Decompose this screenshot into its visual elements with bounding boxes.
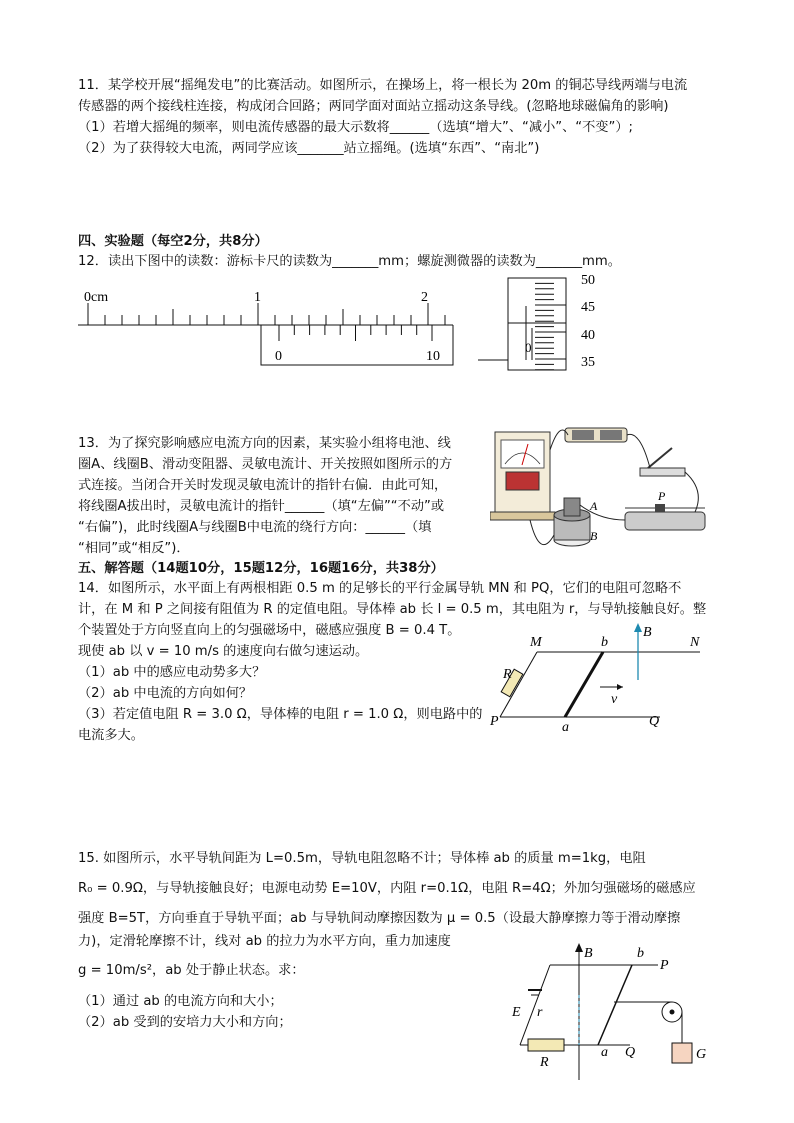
caliper-label-2: 2 <box>421 290 428 305</box>
q15-label-G: G <box>696 1047 707 1062</box>
q14-label-b: b <box>601 635 608 650</box>
q15-line-5: g = 10m/s²，ab 处于静止状态。求： <box>78 963 305 978</box>
micrometer-sleeve-0: 0 <box>525 340 532 355</box>
q14-line-1: 14．如图所示，水平面上有两根相距 0.5 m 的足够长的平行金属导轨 MN 和 PQ，它们的电阻可忽略不 <box>78 581 682 596</box>
q11-line-2: 传感器的两个接线柱连接，构成闭合回路；两同学面对面站立摇动这条导线。(忽略地球磁偏角的影响) <box>78 99 669 114</box>
q14-line-7: （3）若定值电阻 R = 3.0 Ω，导体棒的电阻 r = 1.0 Ω，则电路中的 <box>78 707 483 722</box>
q15-line-6: （1）通过 ab 的电流方向和大小； <box>78 994 283 1009</box>
q15-label-R: R <box>540 1055 549 1070</box>
q14-label-v: v <box>611 692 618 707</box>
caliper-vernier-scale <box>279 325 432 341</box>
q15-line-1: 15. 如图所示，水平导轨间距为 L=0.5m，导轨电阻忽略不计；导体棒 ab 的质量 m=1kg，电阻 <box>78 851 646 866</box>
q14-line-5: （1）ab 中的感应电动势多大？ <box>78 665 266 680</box>
q14-rail-figure <box>485 620 715 735</box>
q13-line-5: “右偏”)，此时线圈A与线圈B中电流的绕行方向：______（填 <box>78 520 432 535</box>
q15-label-a: a <box>601 1045 608 1060</box>
coil-b-label: B <box>590 529 598 543</box>
q15-label-B: B <box>584 946 593 961</box>
caliper-label-1: 1 <box>254 290 261 305</box>
coil-a-label: A <box>590 499 598 513</box>
q14-line-6: （2）ab 中电流的方向如何？ <box>78 686 253 701</box>
q14-label-a: a <box>562 720 569 735</box>
q14-label-p: P <box>490 714 499 729</box>
q14-line-2: 计，在 M 和 P 之间接有阻值为 R 的定值电阻。导体棒 ab 长 l = 0.5 m，其电阻为 r，与导轨接触良好。整 <box>78 602 707 617</box>
q15-line-7: （2）ab 受到的安培力大小和方向； <box>78 1015 292 1030</box>
q12-text: 12．读出下图中的读数：游标卡尺的读数为_______mm；螺旋测微器的读数为_______mm。 <box>78 254 621 269</box>
q14-label-n: N <box>690 635 700 650</box>
q13-line-6: “相同”或“相反”)． <box>78 541 190 556</box>
q13-line-2: 圈A、线圈B、滑动变阻器、灵敏电流计、开关按照如图所示的方 <box>78 457 453 472</box>
q15-label-E: E <box>512 1005 521 1020</box>
caliper-main-scale <box>88 303 445 325</box>
q15-label-Q: Q <box>625 1045 636 1060</box>
vernier-label-10: 10 <box>426 349 440 364</box>
q11-line-1: 11．某学校开展“摇绳发电”的比赛活动。如图所示，在操场上，将一根长为 20m 的铜芯导线两端与电流 <box>78 78 688 93</box>
section-4-heading: 四、实验题（每空2分，共8分） <box>78 234 268 249</box>
q13-line-3: 式连接。当闭合开关时发现灵敏电流计的指针右偏．由此可知， <box>78 478 448 493</box>
micrometer-label-40: 40 <box>581 328 595 343</box>
section-5-heading: 五、解答题（14题10分，15题12分，16题16分，共38分） <box>78 561 444 576</box>
q15-rail-figure <box>500 940 730 1085</box>
micrometer-label-50: 50 <box>581 273 595 288</box>
q11-line-3: （1）若增大摇绳的频率，则电流传感器的最大示数将______（选填“增大”、“减小”、“不变”）; <box>78 120 633 135</box>
q13-line-1: 13．为了探究影响感应电流方向的因素，某实验小组将电池、线 <box>78 436 451 451</box>
q14-line-8: 电流多大。 <box>78 728 144 743</box>
caliper-label-0cm: 0cm <box>84 290 109 305</box>
q14-label-R: R <box>503 667 512 682</box>
q14-label-m: M <box>530 635 542 650</box>
micrometer-figure <box>478 268 638 373</box>
q13-line-4: 将线圈A拔出时，灵敏电流计的指针______（填“左偏”“不动”或 <box>78 499 445 514</box>
q15-line-3: 强度 B=5T，方向垂直于导轨平面；ab 与导轨间动摩擦因数为 μ = 0.5（设最大静摩擦力等于滑动摩擦 <box>78 911 681 926</box>
q15-label-b: b <box>637 946 644 961</box>
micrometer-thimble-scale <box>535 278 566 370</box>
induction-apparatus-figure <box>490 420 715 565</box>
rheostat-p-label: P <box>658 489 666 503</box>
q11-line-4: （2）为了获得较大电流，两同学应该_______站立摇绳。(选填“东西”、“南北”) <box>78 141 540 156</box>
q15-line-4: 力)，定滑轮摩擦不计，线对 ab 的拉力为水平方向，重力加速度 <box>78 934 451 949</box>
q14-line-4: 现使 ab 以 v = 10 m/s 的速度向右做匀速运动。 <box>78 644 369 659</box>
q14-label-q: Q <box>649 714 660 729</box>
micrometer-label-45: 45 <box>581 300 595 315</box>
vernier-label-0: 0 <box>275 349 282 364</box>
q15-label-r: r <box>537 1005 543 1020</box>
vernier-caliper-figure <box>78 280 458 370</box>
q14-label-B: B <box>643 625 652 640</box>
q14-line-3: 个装置处于方向竖直向上的匀强磁场中，磁感应强度 B = 0.4 T。 <box>78 623 461 638</box>
q15-line-2: R₀ = 0.9Ω，与导轨接触良好；电源电动势 E=10V，内阻 r=0.1Ω，电阻 R=4Ω；外加匀强磁场的磁感应 <box>78 881 696 896</box>
q15-label-P: P <box>660 958 669 973</box>
micrometer-label-35: 35 <box>581 355 595 370</box>
